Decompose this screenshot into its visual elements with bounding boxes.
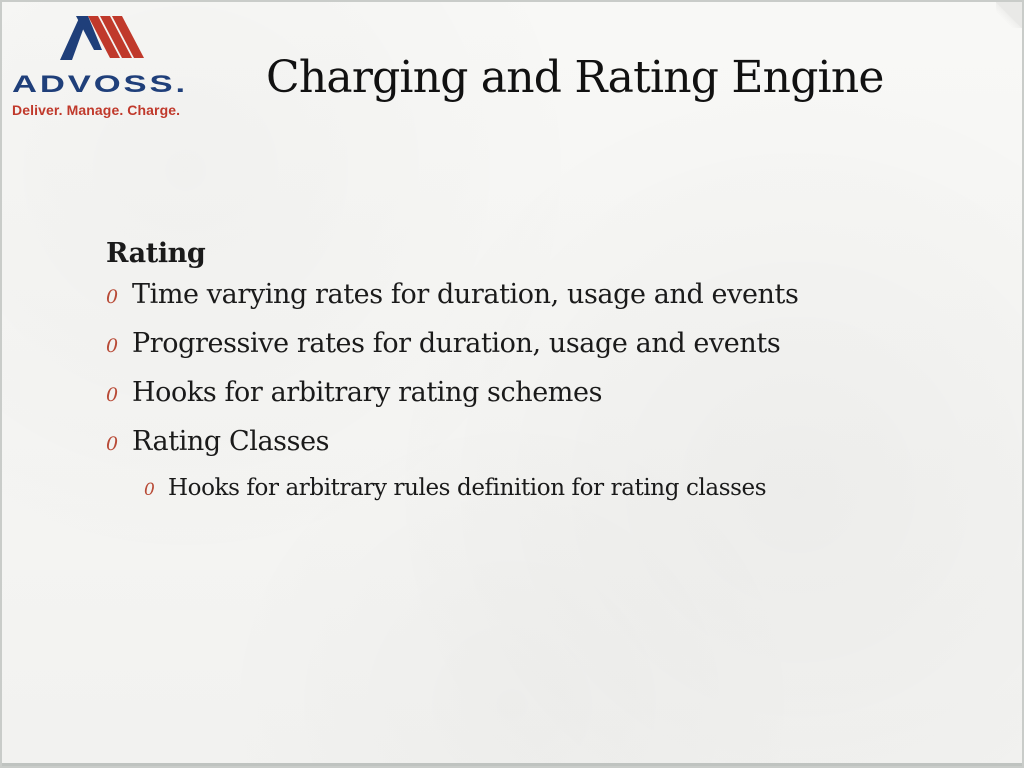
slide-title: Charging and Rating Engine — [266, 52, 884, 103]
bullet-item — [106, 279, 986, 328]
bullet-marker-icon: 0 — [106, 286, 118, 308]
logo-mark-icon — [58, 10, 158, 62]
bullet-text: Rating Classes — [132, 426, 330, 457]
advoss-logo — [8, 10, 200, 122]
slide-content — [106, 238, 986, 515]
bullet-text: Progressive rates for duration, usage and events — [132, 328, 781, 359]
bullet-text: Hooks for arbitrary rules definition for rating classes — [168, 475, 767, 501]
bullet-marker-icon: 0 — [106, 384, 118, 406]
sub-bullet-item — [106, 475, 986, 515]
bullet-item — [106, 377, 986, 426]
bullet-list — [106, 279, 986, 515]
section-heading: Rating — [106, 238, 206, 269]
svg-text:ADVOSS.: ADVOSS. — [12, 72, 188, 94]
page-curl — [996, 2, 1022, 28]
logo-wordmark — [12, 72, 192, 94]
bullet-marker-icon: 0 — [144, 480, 155, 500]
bullet-marker-icon: 0 — [106, 433, 118, 455]
bullet-text: Time varying rates for duration, usage and events — [132, 279, 799, 310]
bullet-item — [106, 328, 986, 377]
bullet-item — [106, 426, 986, 475]
bullet-marker-icon: 0 — [106, 335, 118, 357]
logo-tagline: Deliver. Manage. Charge. — [12, 102, 181, 118]
bullet-text: Hooks for arbitrary rating schemes — [132, 377, 603, 408]
bottom-border — [2, 763, 1022, 766]
